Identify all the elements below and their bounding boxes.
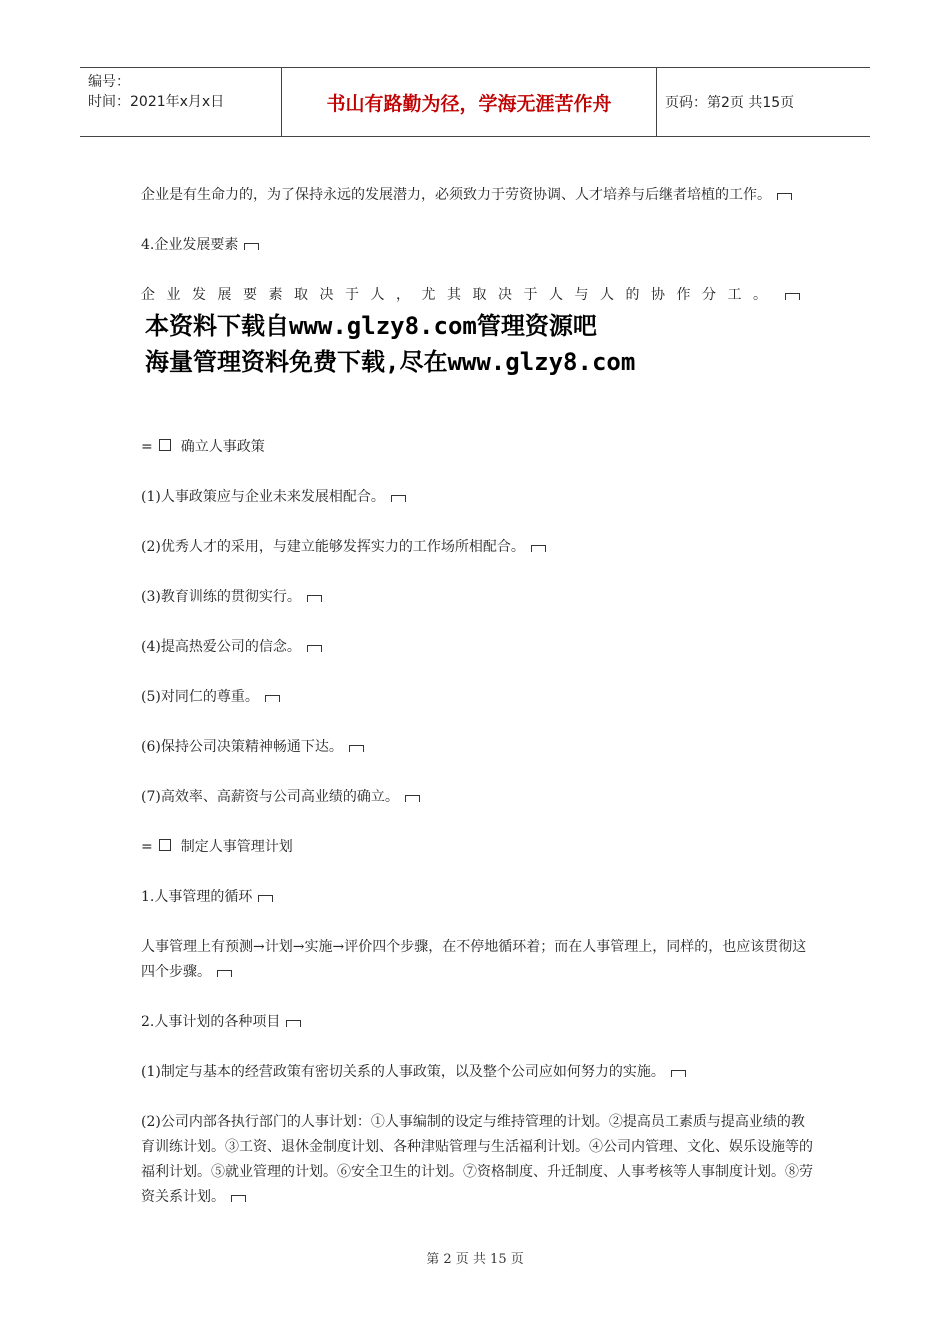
promo-line: 本资料下载自www.glzy8.com管理资源吧 bbox=[145, 312, 597, 340]
paragraph-text: (1)制定与基本的经营政策有密切关系的人事政策，以及整个公司应如何努力的实施。 bbox=[141, 1064, 665, 1080]
paragraph-mark-icon bbox=[531, 545, 546, 552]
section-heading bbox=[141, 835, 813, 860]
list-item-text: (1)人事政策应与企业未来发展相配合。 bbox=[141, 489, 385, 505]
heading bbox=[141, 1010, 813, 1035]
paragraph-mark-icon bbox=[777, 193, 792, 200]
section-prefix: = bbox=[141, 839, 153, 855]
section-heading bbox=[141, 435, 813, 460]
paragraph bbox=[141, 283, 813, 308]
list-item bbox=[141, 585, 813, 610]
paragraph-text: 人事管理上有预测→计划→实施→评价四个步骤，在不停地循环着；而在人事管理上，同样的，也应该贯彻这四个步骤。 bbox=[141, 939, 807, 980]
heading-text: 1.人事管理的循环 bbox=[141, 889, 253, 905]
paragraph-mark-icon bbox=[265, 695, 280, 702]
paragraph-mark-icon bbox=[258, 895, 273, 902]
section-prefix: = bbox=[141, 439, 153, 455]
paragraph bbox=[141, 183, 813, 208]
motto: 书山有路勤为径，学海无涯苦作舟 bbox=[282, 68, 657, 136]
promo-line: 海量管理资料免费下载,尽在www.glzy8.com bbox=[145, 348, 636, 376]
page-footer: 第 2 页 共 15 页 bbox=[426, 1252, 524, 1267]
paragraph-mark-icon bbox=[231, 1195, 246, 1202]
paragraph-mark-icon bbox=[349, 745, 364, 752]
list-item bbox=[141, 535, 813, 560]
list-item bbox=[141, 485, 813, 510]
paragraph-mark-icon bbox=[286, 1020, 301, 1027]
page-header bbox=[80, 67, 870, 137]
paragraph-mark-icon bbox=[785, 293, 800, 300]
section-title: 制定人事管理计划 bbox=[180, 839, 293, 855]
list-item bbox=[141, 685, 813, 710]
paragraph-mark-icon bbox=[405, 795, 420, 802]
paragraph-text: (2)公司内部各执行部门的人事计划：①人事编制的设定与维持管理的计划。②提高员工素质与提高业绩的教育训练计划。③工资、退休金制度计划、各种津贴管理与生活福利计划。④公司内管理、文化、娱乐设施等的福利计划。⑤就业管理的计划。⑥安全卫生的计划。⑦资格制度、升迁制度、人事考核等人事制度计划。⑧劳资关系计划。 bbox=[141, 1114, 813, 1205]
paragraph-mark-icon bbox=[391, 495, 406, 502]
list-item bbox=[141, 635, 813, 660]
list-item-text: (7)高效率、高薪资与公司高业绩的确立。 bbox=[141, 789, 399, 805]
paragraph-mark-icon bbox=[671, 1070, 686, 1077]
heading bbox=[141, 233, 813, 258]
section-title: 确立人事政策 bbox=[180, 439, 265, 455]
heading-text: 2.人事计划的各种项目 bbox=[141, 1014, 281, 1030]
heading bbox=[141, 885, 813, 910]
list-item-text: (3)教育训练的贯彻实行。 bbox=[141, 589, 301, 605]
list-item bbox=[141, 785, 813, 810]
checkbox-glyph-icon bbox=[159, 439, 171, 451]
heading-text: 4.企业发展要素 bbox=[141, 237, 239, 253]
list-item-text: (5)对同仁的尊重。 bbox=[141, 689, 259, 705]
date-label: 时间：2021年x月x日 bbox=[88, 94, 225, 110]
paragraph-mark-icon bbox=[307, 595, 322, 602]
policy-list bbox=[141, 485, 813, 810]
list-item-text: (2)优秀人才的采用，与建立能够发挥实力的工作场所相配合。 bbox=[141, 539, 525, 555]
paragraph-mark-icon bbox=[244, 243, 259, 250]
paragraph-mark-icon bbox=[217, 970, 232, 977]
list-item-text: (6)保持公司决策精神畅通下达。 bbox=[141, 739, 343, 755]
document-body bbox=[141, 183, 813, 1210]
paragraph bbox=[141, 935, 813, 985]
paragraph-text: 企业发展要素取决于人，尤其取决于人与人的协作分工。 bbox=[141, 287, 779, 303]
paragraph bbox=[141, 1060, 813, 1085]
header-info-cell bbox=[80, 68, 282, 136]
number-label: 编号： bbox=[88, 74, 130, 90]
header-page-label: 页码：第2页 共15页 bbox=[665, 95, 795, 111]
checkbox-glyph-icon bbox=[159, 839, 171, 851]
list-item-text: (4)提高热爱公司的信念。 bbox=[141, 639, 301, 655]
list-item bbox=[141, 735, 813, 760]
paragraph-mark-icon bbox=[307, 645, 322, 652]
paragraph bbox=[141, 1110, 813, 1210]
paragraph-text: 企业是有生命力的，为了保持永远的发展潜力，必须致力于劳资协调、人才培养与后继者培植的工作。 bbox=[141, 187, 771, 203]
